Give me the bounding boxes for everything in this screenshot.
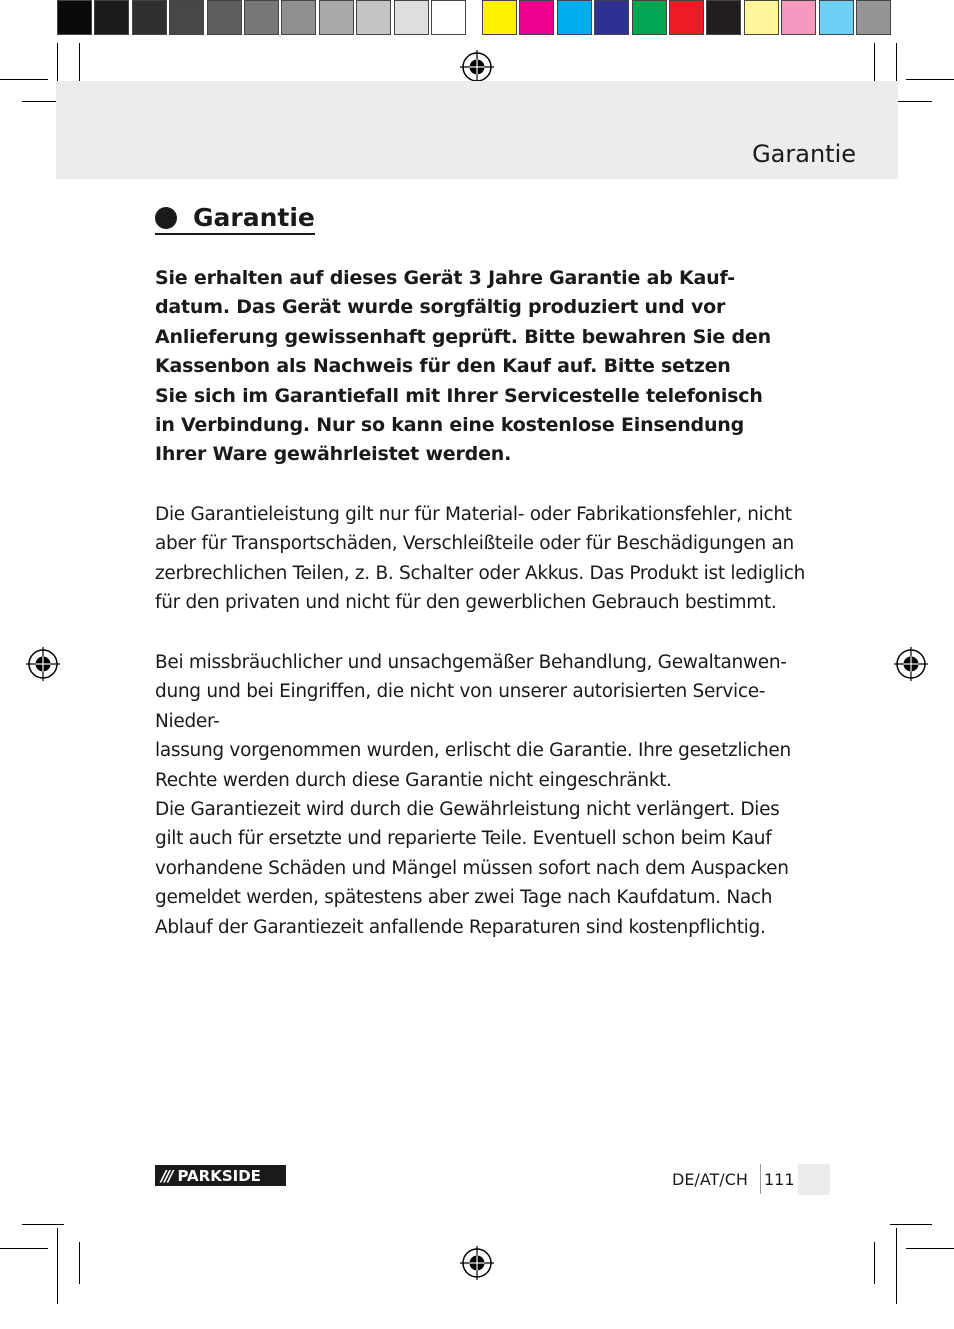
color-swatch xyxy=(132,0,167,35)
crop-mark xyxy=(22,1224,64,1225)
color-swatch xyxy=(319,0,354,35)
color-calibration-bar xyxy=(482,0,893,38)
section-title: Garantie xyxy=(193,203,315,232)
logo-brand: PARKSIDE xyxy=(177,1166,261,1185)
crop-mark xyxy=(874,43,875,85)
color-swatch xyxy=(57,0,92,35)
paragraph: Bei missbräuchlicher und unsachgemäßer Behandlung, Gewaltanwen- dung und bei Eingriffen, die nicht von unserer autorisierten Service-Nieder- lassung vorgenommen wurden, erlischt die Garantie. Ihre gesetzlichen Rechte werden durch diese Garantie nicht eingeschränkt. xyxy=(155,652,791,791)
color-swatch xyxy=(431,0,466,35)
crop-mark xyxy=(57,1228,58,1304)
color-swatch xyxy=(632,0,667,35)
crop-mark xyxy=(874,1242,875,1284)
crop-mark xyxy=(79,43,80,85)
footer-tab-box xyxy=(798,1164,830,1195)
color-swatch xyxy=(94,0,129,35)
page-number: 111 xyxy=(764,1170,795,1189)
intro-paragraph: Sie erhalten auf dieses Gerät 3 Jahre Garantie ab Kauf- datum. Das Gerät wurde sorgfältig produziert und vor Anlieferung gewissenhaft geprüft. Bitte bewahren Sie den Kassenbon als Nachweis für den Kauf auf. Bitte setzen Sie sich im Garantiefall mit Ihrer Servicestelle telefonisch in Verbindung. Nur so kann eine kostenlose Einsendung Ihrer Ware gewährleistet werden. xyxy=(155,267,771,466)
color-swatch xyxy=(669,0,704,35)
color-swatch xyxy=(557,0,592,35)
color-swatch xyxy=(519,0,554,35)
crop-mark xyxy=(890,1224,932,1225)
running-header-title: Garantie xyxy=(752,140,856,168)
color-swatch xyxy=(356,0,391,35)
color-swatch xyxy=(207,0,242,35)
crop-mark xyxy=(906,1248,954,1249)
color-swatch xyxy=(281,0,316,35)
crop-mark xyxy=(79,1242,80,1284)
registration-mark-icon xyxy=(26,647,60,681)
color-swatch xyxy=(744,0,779,35)
color-swatch xyxy=(706,0,741,35)
crop-mark xyxy=(906,79,954,80)
color-swatch xyxy=(594,0,629,35)
logo-slashes: /// xyxy=(161,1166,172,1185)
grayscale-calibration-bar xyxy=(57,0,468,38)
crop-mark xyxy=(896,1228,897,1304)
paragraph: Die Garantieleistung gilt nur für Material- oder Fabrikationsfehler, nicht aber für Transportschäden, Verschleißteile oder für Beschädigungen an zerbrechlichen Teilen, z. B. Schalter oder Akkus. Das Produkt ist lediglich für den privaten und nicht für den gewerblichen Gebrauch bestimmt. xyxy=(155,504,806,614)
color-swatch xyxy=(482,0,517,35)
registration-mark-icon xyxy=(894,647,928,681)
color-swatch xyxy=(169,0,204,35)
registration-mark-icon xyxy=(460,1246,494,1280)
color-swatch xyxy=(819,0,854,35)
color-swatch xyxy=(856,0,891,35)
registration-mark-icon xyxy=(460,50,494,84)
bullet-dot-icon xyxy=(155,207,177,229)
paragraph: Die Garantiezeit wird durch die Gewährleistung nicht verlängert. Dies gilt auch für ersetzte und reparierte Teile. Eventuell schon beim Kauf vorhandene Schäden und Mängel müssen sofort nach dem Auspacken gemeldet werden, spätestens aber zwei Tage nach Kaufdatum. Nach Ablauf der Garantiezeit anfallende Reparaturen sind kostenpflichtig. xyxy=(155,799,789,938)
footer-country-code: DE/AT/CH xyxy=(672,1170,748,1189)
color-swatch xyxy=(394,0,429,35)
crop-mark xyxy=(0,1248,48,1249)
color-swatch xyxy=(244,0,279,35)
footer-divider xyxy=(760,1164,761,1194)
crop-mark xyxy=(0,79,48,80)
section-heading xyxy=(155,203,315,235)
color-swatch xyxy=(781,0,816,35)
parkside-logo xyxy=(155,1165,286,1186)
